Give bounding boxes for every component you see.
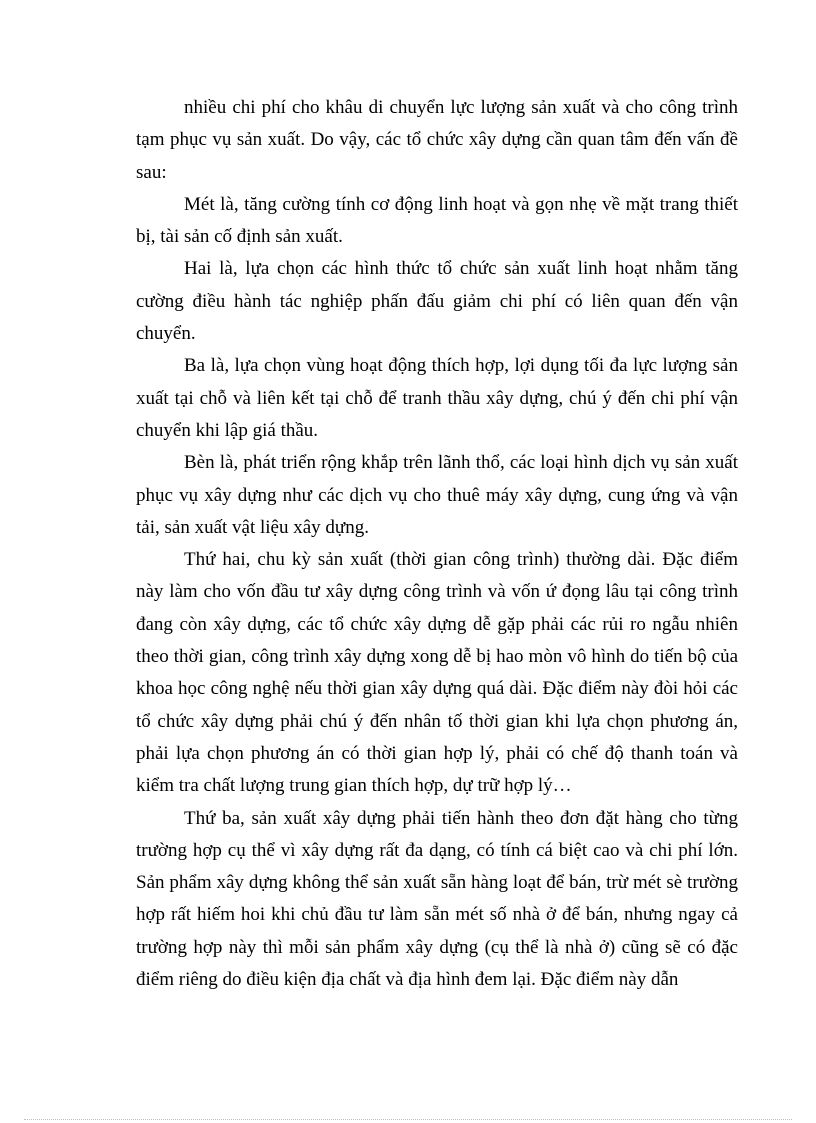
paragraph-hai-la: Hai là, lựa chọn các hình thức tổ chức sản xuất linh hoạt nhằm tăng cường điều hành tác nghiệp phấn đấu giảm chi phí có liên quan đến vận chuyển. (136, 258, 738, 345)
paragraph-thu-ba: Thứ ba, sản xuất xây dựng phải tiến hành theo đơn đặt hàng cho từng trường hợp cụ thể vì xây dựng rất đa dạng, có tính cá biệt cao và chi phí lớn. Sản phẩm xây dựng không thể sản xuất sẵn hàng loạt để bán, trừ mét sè trường hợp rất hiếm hoi khi chủ đầu tư làm sẵn mét số nhà ở để bán, nhưng ngay cả trường hợp này thì mỗi sản phẩm xây dựng (cụ thể là nhà ở) cũng sẽ có đặc điểm riêng do điều kiện địa chất và địa hình đem lại. Đặc điểm này dẫn (136, 807, 738, 991)
body-text (136, 92, 738, 996)
paragraph-mot-la: Mét là, tăng cường tính cơ động linh hoạt và gọn nhẹ về mặt trang thiết bị, tài sản cố định sản xuất. (136, 193, 738, 248)
page-bottom-divider (24, 1119, 792, 1120)
paragraph-thu-hai: Thứ hai, chu kỳ sản xuất (thời gian công trình) thường dài. Đặc điểm này làm cho vốn đầu tư xây dựng công trình và vốn ứ đọng lâu tại công trình đang còn xây dựng, các tổ chức xây dựng dễ gặp phải các rủi ro ngẫu nhiên theo thời gian, công trình xây dựng xong dễ bị hao mòn vô hình do tiến bộ của khoa học công nghệ nếu thời gian xây dựng quá dài. Đặc điểm này đòi hỏi các tổ chức xây dựng phải chú ý đến nhân tố thời gian khi lựa chọn phương án, phải lựa chọn phương án có thời gian hợp lý, phải có chế độ thanh toán và kiểm tra chất lượng trung gian thích hợp, dự trữ hợp lý… (136, 549, 738, 797)
paragraph-ba-la: Ba là, lựa chọn vùng hoạt động thích hợp, lợi dụng tối đa lực lượng sản xuất tại chỗ và liên kết tại chỗ để tranh thầu xây dựng, chú ý đến chi phí vận chuyển khi lập giá thầu. (136, 355, 738, 441)
paragraph-continuation: nhiều chi phí cho khâu di chuyển lực lượng sản xuất và cho công trình tạm phục vụ sản xuất. Do vậy, các tổ chức xây dựng cần quan tâm đến vấn đề sau: (136, 97, 738, 183)
paragraph-bon-la: Bèn là, phát triển rộng khắp trên lãnh thổ, các loại hình dịch vụ sản xuất phục vụ xây dựng như các dịch vụ cho thuê máy xây dựng, cung ứng và vận tải, sản xuất vật liệu xây dựng. (136, 452, 738, 538)
